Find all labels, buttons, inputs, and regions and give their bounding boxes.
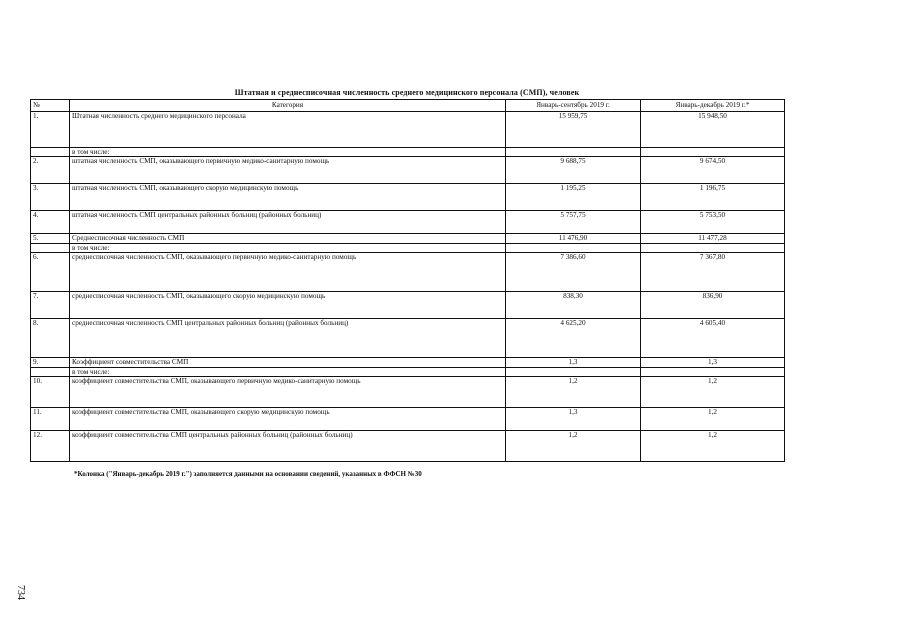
table-row: [31, 112, 785, 148]
row-number: 9.: [31, 358, 70, 368]
table-subheader-row: [31, 368, 785, 377]
row-number: 10.: [31, 377, 70, 408]
row-value-col2: 1,2: [641, 408, 785, 431]
row-category: среднесписочная численность СМП центральных районных больниц (районных больниц): [70, 319, 506, 358]
table-subheader-row: [31, 148, 785, 157]
page-number: 734: [15, 585, 26, 600]
row-number: 8.: [31, 319, 70, 358]
subheader-label: в том числе:: [70, 368, 506, 377]
row-category: среднесписочная численность СМП, оказывающего первичную медико-санитарную помощь: [70, 253, 506, 292]
row-value-col2: 1,2: [641, 431, 785, 462]
table-row: [31, 431, 785, 462]
row-value-col1: 5 757,75: [506, 211, 641, 234]
header-category: Категория: [70, 100, 506, 112]
row-category: штатная численность СМП, оказывающего скорую медицинскую помощь: [70, 184, 506, 211]
header-col2: Январь-декабрь 2019 г.*: [641, 100, 785, 112]
header-no: №: [31, 100, 70, 112]
row-category: Коэффициент совместительства СМП: [70, 358, 506, 368]
table-row: [31, 184, 785, 211]
row-value-col1: 838,30: [506, 292, 641, 319]
table-title: Штатная и среднесписочная численность среднего медицинского персонала (СМП), человек: [234, 88, 580, 97]
row-category: штатная численность СМП, оказывающего первичную медико-санитарную помощь: [70, 157, 506, 184]
row-number: 4.: [31, 211, 70, 234]
row-number: 5.: [31, 234, 70, 244]
row-value-col2: 9 674,50: [641, 157, 785, 184]
row-value-col1: 1,3: [506, 408, 641, 431]
row-category: коэффициент совместительства СМП, оказывающего скорую медицинскую помощь: [70, 408, 506, 431]
staffing-table: [30, 99, 785, 462]
row-number: 7.: [31, 292, 70, 319]
table-row: [31, 292, 785, 319]
row-value-col1: 7 386,60: [506, 253, 641, 292]
row-category: среднесписочная численность СМП, оказывающего скорую медицинскую помощь: [70, 292, 506, 319]
row-value-col2: 1,2: [641, 377, 785, 408]
table-row: [31, 253, 785, 292]
table-row: [31, 408, 785, 431]
row-number: 11.: [31, 408, 70, 431]
table-header-row: [31, 100, 785, 112]
subheader-label: в том числе:: [70, 148, 506, 157]
subheader-label: в том числе:: [70, 244, 506, 253]
row-number: 2.: [31, 157, 70, 184]
table-row: [31, 157, 785, 184]
row-number: 6.: [31, 253, 70, 292]
row-value-col2: 5 753,50: [641, 211, 785, 234]
row-category: Среднесписочная численность СМП: [70, 234, 506, 244]
row-number: 12.: [31, 431, 70, 462]
row-value-col1: 15 959,75: [506, 112, 641, 148]
table-row: [31, 319, 785, 358]
row-value-col1: 9 688,75: [506, 157, 641, 184]
row-value-col1: 11 476,90: [506, 234, 641, 244]
row-category: Штатная численность среднего медицинского персонала: [70, 112, 506, 148]
row-category: штатная численность СМП центральных районных больниц (районных больниц): [70, 211, 506, 234]
header-col1: Январь-сентябрь 2019 г.: [506, 100, 641, 112]
row-value-col1: 1,3: [506, 358, 641, 368]
table-row: [31, 211, 785, 234]
row-number: 3.: [31, 184, 70, 211]
row-value-col2: 4 605,40: [641, 319, 785, 358]
row-category: коэффициент совместительства СМП, оказывающего первичную медико-санитарную помощь: [70, 377, 506, 408]
row-value-col1: 1,2: [506, 377, 641, 408]
table-subheader-row: [31, 244, 785, 253]
row-number: 1.: [31, 112, 70, 148]
row-value-col2: 15 948,50: [641, 112, 785, 148]
row-value-col1: 1 195,25: [506, 184, 641, 211]
table-row: [31, 358, 785, 368]
row-value-col1: 1,2: [506, 431, 641, 462]
row-value-col2: 836,90: [641, 292, 785, 319]
table-row: [31, 234, 785, 244]
row-value-col2: 11 477,28: [641, 234, 785, 244]
table-row: [31, 377, 785, 408]
footnote: *Колонка ("Январь-декабрь 2019 г.") заполняется данными на основании сведений, указанных в ФФСН №30: [74, 470, 422, 478]
row-value-col2: 7 367,80: [641, 253, 785, 292]
row-value-col2: 1,3: [641, 358, 785, 368]
row-category: коэффициент совместительства СМП центральных районных больниц (районных больниц): [70, 431, 506, 462]
row-value-col1: 4 625,20: [506, 319, 641, 358]
row-value-col2: 1 196,75: [641, 184, 785, 211]
